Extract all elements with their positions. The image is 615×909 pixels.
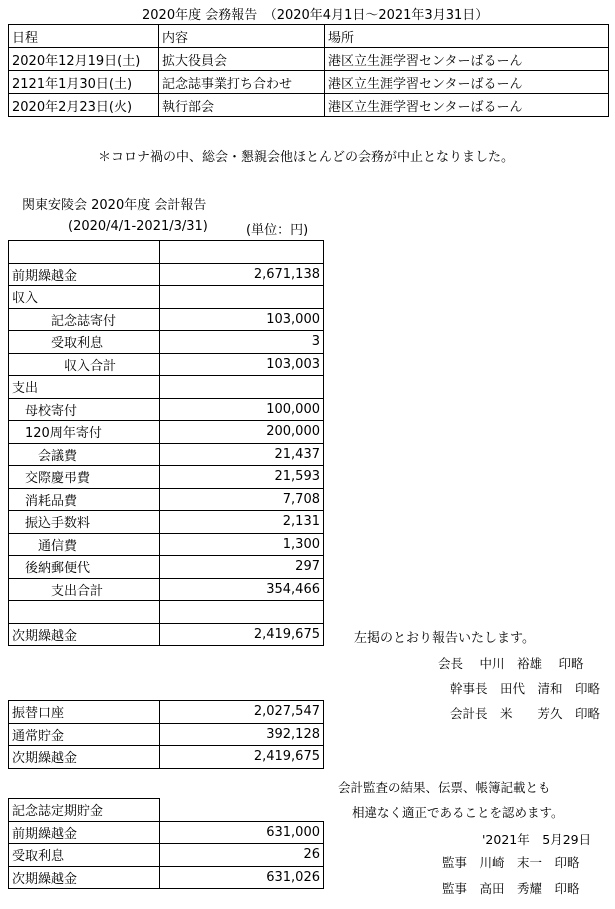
item-label — [9, 241, 160, 264]
table-row — [9, 511, 324, 534]
table-row — [9, 821, 324, 844]
table-row — [9, 746, 324, 769]
item-label: 交際慶弔費 — [9, 466, 160, 489]
table-row — [9, 443, 324, 466]
column-header: 内容 — [159, 25, 325, 48]
fixed-deposit-table — [8, 798, 324, 889]
item-amount: 21,437 — [160, 443, 324, 466]
item-label: 前期繰越金 — [9, 263, 160, 286]
table-row — [9, 533, 324, 556]
audit-date: '2021年 5月29日 — [482, 832, 592, 847]
table-row — [9, 556, 324, 579]
table-title-row — [9, 799, 324, 822]
table-row — [9, 488, 324, 511]
table-row — [9, 71, 609, 94]
item-amount: 2,027,547 — [160, 701, 324, 724]
item-label: 通信費 — [9, 533, 160, 556]
item-amount: 3 — [160, 331, 324, 354]
table-row — [9, 353, 324, 376]
item-amount — [160, 376, 324, 399]
item-label — [9, 601, 160, 624]
item-label: 支出合計 — [9, 578, 160, 601]
item-label: 受取利息 — [9, 331, 160, 354]
item-label: 振替口座 — [9, 701, 160, 724]
fixed-deposit-title: 記念誌定期貯金 — [9, 799, 160, 822]
item-amount — [160, 241, 324, 264]
item-amount — [160, 286, 324, 309]
item-amount: 2,419,675 — [160, 623, 324, 646]
table-row — [9, 466, 324, 489]
signer-line: 会長 中川 裕雄 印略 — [438, 656, 584, 671]
item-label: 収入 — [9, 286, 160, 309]
table-row — [9, 866, 324, 889]
table-cell: 港区立生涯学習センターばるーん — [325, 48, 609, 71]
audit-line-2: 相違なく適正であることを認めます。 — [352, 805, 564, 820]
item-amount: 100,000 — [160, 398, 324, 421]
item-label: 前期繰越金 — [9, 821, 160, 844]
item-label: 記念誌寄付 — [9, 308, 160, 331]
item-amount: 103,000 — [160, 308, 324, 331]
covid-note: ＊コロナ禍の中、総会・懇親会他ほとんどの会務が中止となりました。 — [98, 150, 515, 165]
item-amount: 631,000 — [160, 821, 324, 844]
item-amount: 103,003 — [160, 353, 324, 376]
balances-table — [8, 700, 324, 769]
item-label: 次期繰越金 — [9, 746, 160, 769]
item-label: 消耗品費 — [9, 488, 160, 511]
item-label: 次期繰越金 — [9, 866, 160, 889]
schedule-table — [8, 24, 609, 117]
report-title: 2020年度 会務報告 （2020年4月1日～2021年3月31日） — [142, 8, 489, 23]
item-label: 120周年寄付 — [9, 421, 160, 444]
accounting-table — [8, 240, 324, 646]
table-row — [9, 263, 324, 286]
auditor-line: 監事 川崎 末一 印略 — [442, 855, 580, 870]
table-row — [9, 331, 324, 354]
auditor-line: 監事 高田 秀耀 印略 — [442, 881, 580, 896]
item-label: 後納郵便代 — [9, 556, 160, 579]
item-amount: 26 — [160, 844, 324, 867]
accounting-period: (2020/4/1-2021/3/31) — [68, 219, 208, 234]
audit-line-1: 会計監査の結果、伝票、帳簿記載とも — [338, 780, 551, 795]
table-row — [9, 578, 324, 601]
table-cell: 2121年1月30日(土) — [9, 71, 159, 94]
item-amount: 21,593 — [160, 466, 324, 489]
item-amount: 2,131 — [160, 511, 324, 534]
column-header: 日程 — [9, 25, 159, 48]
item-label: 通常貯金 — [9, 723, 160, 746]
table-row — [9, 308, 324, 331]
table-row — [9, 241, 324, 264]
item-amount: 392,128 — [160, 723, 324, 746]
signer-line: 会計長 米 芳久 印略 — [450, 706, 601, 721]
table-row — [9, 94, 609, 117]
table-row — [9, 398, 324, 421]
item-amount: 354,466 — [160, 578, 324, 601]
item-label: 母校寄付 — [9, 398, 160, 421]
table-cell: 拡大役員会 — [159, 48, 325, 71]
empty-cell — [160, 799, 324, 822]
table-row — [9, 601, 324, 624]
item-label: 受取利息 — [9, 844, 160, 867]
item-amount: 631,026 — [160, 866, 324, 889]
item-label: 会議費 — [9, 443, 160, 466]
item-label: 支出 — [9, 376, 160, 399]
table-row — [9, 623, 324, 646]
item-amount: 297 — [160, 556, 324, 579]
table-row — [9, 844, 324, 867]
item-label: 収入合計 — [9, 353, 160, 376]
table-cell: 2020年2月23日(火) — [9, 94, 159, 117]
item-amount: 2,419,675 — [160, 746, 324, 769]
item-amount: 1,300 — [160, 533, 324, 556]
table-row — [9, 48, 609, 71]
table-cell: 記念誌事業打ち合わせ — [159, 71, 325, 94]
table-row — [9, 701, 324, 724]
approval-statement: 左掲のとおり報告いたします。 — [354, 631, 535, 646]
accounting-title: 関東安陵会 2020年度 会計報告 — [22, 198, 207, 213]
item-label: 振込手数料 — [9, 511, 160, 534]
table-cell: 港区立生涯学習センターばるーん — [325, 71, 609, 94]
item-amount: 200,000 — [160, 421, 324, 444]
table-cell: 執行部会 — [159, 94, 325, 117]
item-amount — [160, 601, 324, 624]
item-amount: 2,671,138 — [160, 263, 324, 286]
accounting-unit: (単位：円) — [246, 223, 309, 238]
signer-line: 幹事長 田代 清和 印略 — [450, 681, 601, 696]
table-cell: 港区立生涯学習センターばるーん — [325, 94, 609, 117]
table-row — [9, 421, 324, 444]
column-header: 場所 — [325, 25, 609, 48]
table-row — [9, 286, 324, 309]
item-amount: 7,708 — [160, 488, 324, 511]
schedule-header-row — [9, 25, 609, 48]
table-cell: 2020年12月19日(土) — [9, 48, 159, 71]
item-label: 次期繰越金 — [9, 623, 160, 646]
table-row — [9, 723, 324, 746]
table-row — [9, 376, 324, 399]
